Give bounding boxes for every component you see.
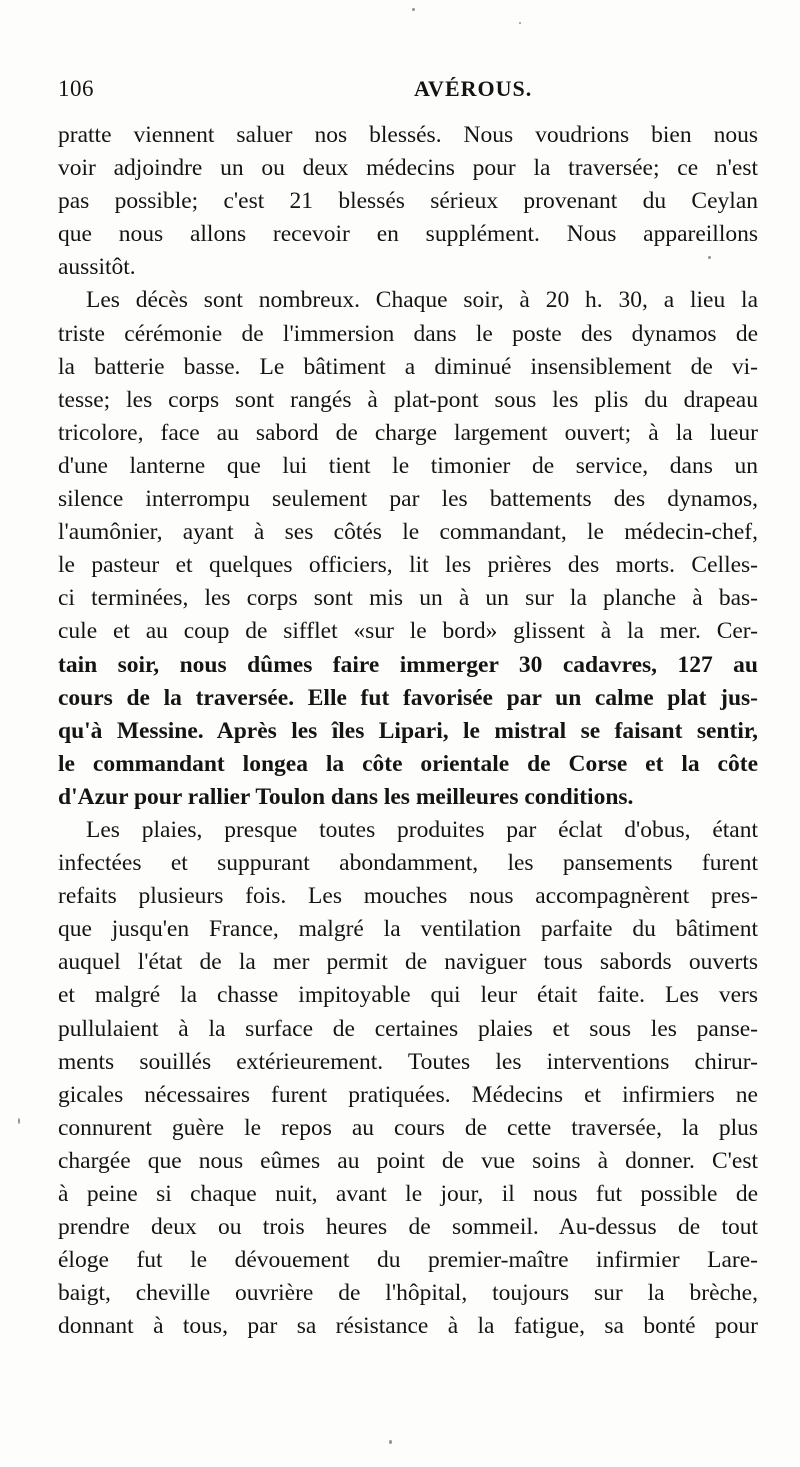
- text-line: pullulaient à la surface de certaines plaies et sous les panse-: [58, 1015, 758, 1042]
- text-line: donnant à tous, par sa résistance à la fatigue, sa bonté pour: [58, 1313, 758, 1340]
- text-line: cours de la traversée. Elle fut favorisée par un calme plat jus-: [58, 684, 758, 711]
- body-text: [58, 119, 758, 1343]
- text-line: voir adjoindre un ou deux médecins pour la traversée; ce n'est: [58, 155, 758, 182]
- text-line: auquel l'état de la mer permit de naviguer tous sabords ouverts: [58, 949, 758, 976]
- scan-speck: [708, 256, 711, 259]
- text-line: la batterie basse. Le bâtiment a diminué insensiblement de vi-: [58, 353, 758, 380]
- page-header: [58, 76, 758, 110]
- text-line: ci terminées, les corps sont mis un à un sur la planche à bas-: [58, 585, 758, 612]
- scan-speck: [18, 1118, 20, 1124]
- text-line: le pasteur et quelques officiers, lit les prières des morts. Celles-: [58, 552, 758, 579]
- text-line: pas possible; c'est 21 blessés sérieux provenant du Ceylan: [58, 188, 758, 215]
- text-line: triste cérémonie de l'immersion dans le poste des dynamos de: [58, 320, 758, 347]
- text-line: tricolore, face au sabord de charge largement ouvert; à la lueur: [58, 419, 758, 446]
- scan-speck: [389, 1440, 392, 1444]
- scan-speck: [519, 22, 521, 24]
- text-line: l'aumônier, ayant à ses côtés le commandant, le médecin-chef,: [58, 519, 758, 546]
- text-line: ments souillés extérieurement. Toutes les interventions chirur-: [58, 1048, 758, 1075]
- text-line: d'Azur pour rallier Toulon dans les meilleures conditions.: [58, 783, 634, 810]
- text-line: infectées et suppurant abondamment, les pansements furent: [58, 850, 758, 877]
- text-line: silence interrompu seulement par les battements des dynamos,: [58, 486, 758, 513]
- text-line: que jusqu'en France, malgré la ventilation parfaite du bâtiment: [58, 916, 758, 943]
- running-head: AVÉROUS.: [414, 76, 533, 101]
- text-line: et malgré la chasse impitoyable qui leur était faite. Les vers: [58, 982, 758, 1009]
- text-line: tesse; les corps sont rangés à plat-pont sous les plis du drapeau: [58, 386, 758, 413]
- text-line: pratte viennent saluer nos blessés. Nous voudrions bien nous: [58, 122, 758, 148]
- text-line: chargée que nous eûmes au point de vue soins à donner. C'est: [58, 1147, 758, 1174]
- text-line: refaits plusieurs fois. Les mouches nous accompagnèrent pres-: [58, 883, 758, 910]
- text-line: prendre deux ou trois heures de sommeil. Au-dessus de tout: [58, 1214, 758, 1241]
- scan-speck: [412, 8, 415, 11]
- text-line: cule et au coup de sifflet «sur le bord» glissent à la mer. Cer-: [58, 618, 758, 645]
- text-line: le commandant longea la côte orientale de Corse et la côte: [58, 750, 758, 777]
- page-number: 106: [58, 76, 94, 101]
- text-line: tain soir, nous dûmes faire immerger 30 cadavres, 127 au: [58, 651, 758, 678]
- text-line: baigt, cheville ouvrière de l'hôpital, toujours sur la brèche,: [58, 1280, 758, 1307]
- text-line: éloge fut le dévouement du premier-maître infirmier Lare-: [58, 1247, 758, 1274]
- text-line: aussitôt.: [58, 254, 136, 281]
- text-line: d'une lanterne que lui tient le timonier de service, dans un: [58, 452, 758, 479]
- text-line: qu'à Messine. Après les îles Lipari, le mistral se faisant sentir,: [58, 717, 758, 744]
- text-line: Les plaies, presque toutes produites par éclat d'obus, étant: [86, 816, 758, 843]
- text-line: que nous allons recevoir en supplément. Nous appareillons: [58, 221, 758, 248]
- text-line: gicales nécessaires furent pratiquées. Médecins et infirmiers ne: [58, 1081, 758, 1108]
- text-line: Les décès sont nombreux. Chaque soir, à 20 h. 30, a lieu la: [86, 287, 758, 314]
- text-line: à peine si chaque nuit, avant le jour, il nous fut possible de: [58, 1181, 758, 1207]
- text-line: connurent guère le repos au cours de cette traversée, la plus: [58, 1114, 758, 1141]
